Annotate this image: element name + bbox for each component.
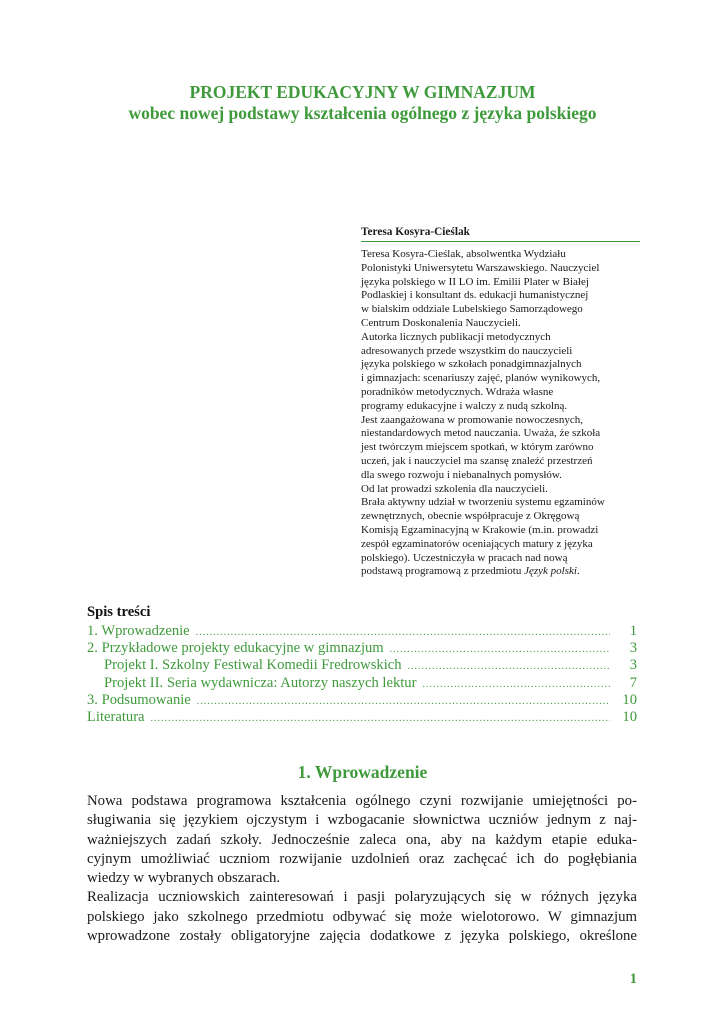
toc-entry-page: 10 (622, 691, 637, 708)
bio-line: Podlaskiej i konsultant ds. edukacji humanistycznej (361, 289, 589, 302)
bio-last-italic: Język polski (524, 565, 577, 578)
toc-entry-page: 7 (629, 674, 637, 691)
bio-line: niestandardowych metod nauczania. Uważa, że szkoła (361, 427, 601, 440)
body-line: sługiwania się językiem ojczystym i wzbogacanie słownictwa uczniów jednym z naj- (87, 812, 637, 829)
author-bio (361, 248, 640, 579)
toc-entry-page: 3 (629, 657, 637, 674)
toc-entry[interactable] (87, 640, 637, 657)
body-line: cyjnym umożliwiać uczniom rozwijanie uzdolnień oraz zachęcać ich do pogłębiania (87, 850, 637, 867)
toc-entry[interactable] (87, 692, 637, 709)
toc-entry-label: 2. Przykładowe projekty edukacyjne w gimnazjum (87, 640, 384, 657)
bio-line: Autorka licznych publikacji metodycznych (361, 330, 551, 343)
body-line: ważniejszych zadań szkoły. Jednocześnie zaleca ona, aby na każdym etapie eduka- (87, 831, 637, 848)
toc-entry-page: 10 (622, 708, 637, 725)
document-subtitle: wobec nowej podstawy kształcenia ogólnego z języka polskiego (128, 103, 597, 123)
section-body (87, 792, 637, 946)
bio-line: Jest zaangażowana w promowanie nowoczesnych, (361, 413, 584, 426)
toc-leader-dots (197, 693, 610, 710)
bio-line: w bialskim oddziale Lubelskiego Samorządowego (361, 303, 583, 316)
bio-line: uczeń, jak i nauczyciel ma szansę znaleźć przestrzeń (361, 454, 593, 467)
toc-subentry[interactable] (87, 657, 637, 674)
body-line: Nowa podstawa programowa kształcenia ogólnego czyni rozwijanie umiejętności po- (87, 793, 637, 809)
toc-entry[interactable] (87, 623, 637, 640)
section-heading: 1. Wprowadzenie (297, 762, 428, 782)
bio-line: języka polskiego w szkołach ponadgimnazjalnych (361, 358, 582, 371)
toc-entry-label: 3. Podsumowanie (87, 691, 191, 708)
toc-leader-dots (151, 710, 610, 727)
toc-entry-label: Projekt I. Szkolny Festiwal Komedii Fredrowskich (104, 657, 402, 674)
toc-entry-label: 1. Wprowadzenie (87, 623, 190, 639)
bio-line: zewnętrznych, obecnie współpracuje z Okręgową (361, 510, 580, 523)
body-line: wiedzy w wybranych obszarach. (87, 870, 281, 887)
body-line: Realizacja uczniowskich zainteresowań i pasji polaryzujących się w różnych języka (87, 889, 637, 906)
bio-line: i gimnazjach: scenariuszy zajęć, planów wynikowych, (361, 372, 601, 385)
toc-entry[interactable] (87, 709, 637, 726)
toc-entry-label: Projekt II. Seria wydawnicza: Autorzy naszych lektur (104, 674, 417, 691)
bio-line: dla swego rozwoju i niebanalnych pomysłów. (361, 468, 562, 481)
toc-entry-label: Literatura (87, 708, 145, 725)
document-header (0, 82, 725, 124)
page-number: 1 (629, 971, 637, 987)
author-name: Teresa Kosyra-Cieślak (361, 226, 640, 242)
bio-line: Teresa Kosyra-Cieślak, absolwentka Wydziału (361, 248, 566, 260)
bio-line: Brała aktywny udział w tworzeniu systemu egzaminów (361, 496, 605, 509)
bio-line: polskiego). Uczestniczyła w pracach nad nową (361, 551, 568, 564)
toc-subentry[interactable] (87, 675, 637, 692)
author-box (361, 226, 640, 579)
bio-line: Od lat prowadzi szkolenia dla nauczycieli. (361, 482, 548, 495)
bio-line: zespół egzaminatorów oceniających matury z języka (361, 537, 593, 550)
table-of-contents (87, 604, 637, 726)
bio-line: języka polskiego w II LO im. Emilii Plater w Białej (361, 275, 589, 288)
toc-leader-dots (408, 658, 610, 675)
toc-leader-dots (196, 624, 610, 641)
bio-line: poradników metodycznych. Wdraża własne (361, 385, 554, 398)
toc-entry-page: 1 (629, 623, 637, 639)
toc-title: Spis treści (87, 604, 151, 620)
toc-leader-dots (422, 676, 610, 693)
bio-last-suffix: . (576, 565, 580, 578)
body-line: wprowadzone zostały obligatoryjne zajęcia dodatkowe z języka polskiego, określone (87, 928, 637, 945)
bio-line: adresowanych przede wszystkim do nauczycieli (361, 344, 573, 357)
bio-line: Komisją Egzaminacyjną w Krakowie (m.in. prowadzi (361, 523, 599, 536)
bio-line: programy edukacyjne i walczy z nudą szkolną. (361, 399, 568, 412)
bio-line: Polonistyki Uniwersytetu Warszawskiego. Nauczyciel (361, 261, 600, 274)
toc-leader-dots (390, 641, 610, 658)
bio-line-last (361, 565, 640, 579)
bio-line: Centrum Doskonalenia Nauczycieli. (361, 316, 521, 329)
bio-last-prefix: podstawą programową z przedmiotu (361, 565, 525, 578)
bio-line: jest twórczym miejscem spotkań, w którym zarówno (361, 441, 594, 454)
toc-entry-page: 3 (629, 640, 637, 657)
document-title: PROJEKT EDUKACYJNY W GIMNAZJUM (189, 82, 536, 102)
body-line: polskiego jako szkolnego przedmiotu odbywać się może wielotorowo. W gimnazjum (87, 908, 637, 925)
